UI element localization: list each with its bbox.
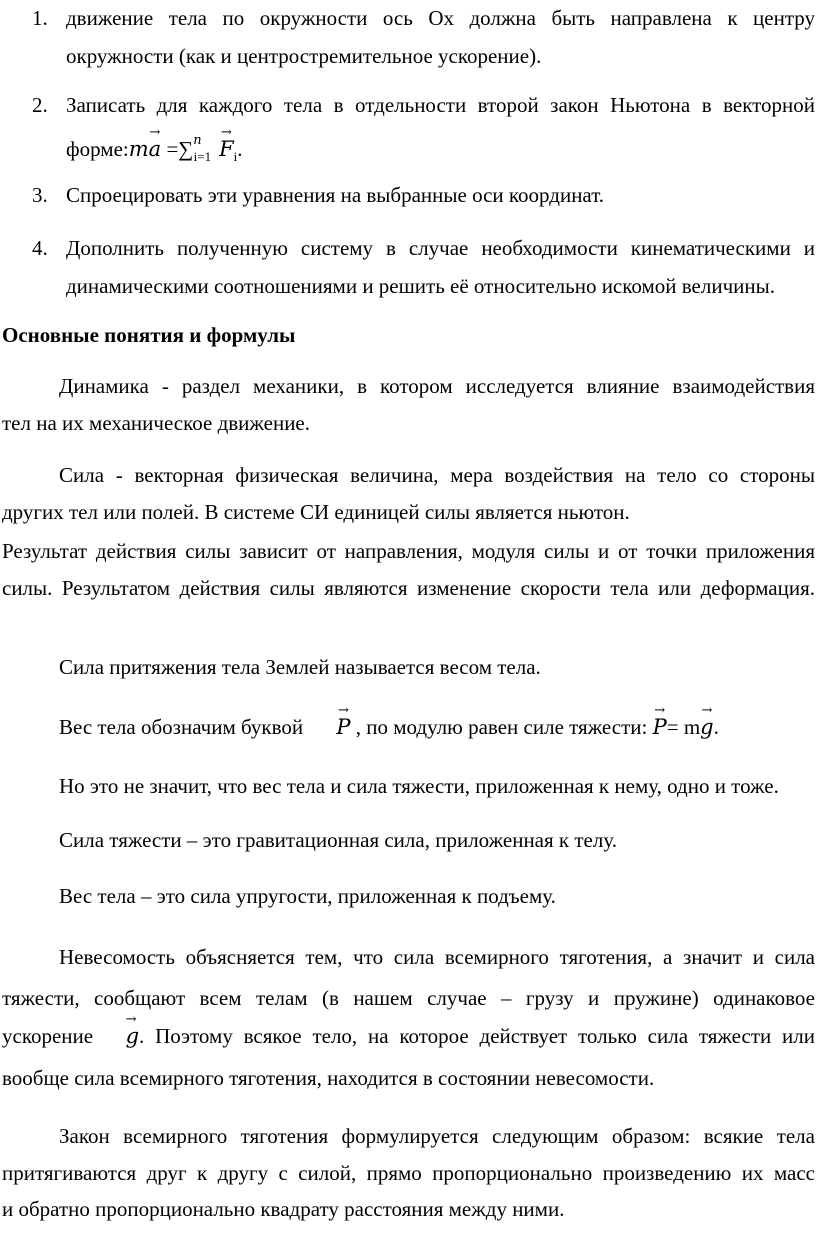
weight-vector: → P: [336, 703, 351, 739]
vector-arrow-icon: →: [654, 703, 666, 718]
list-item-2-line-2: [66, 125, 243, 170]
paragraph-force-line-1: Сила - векторная физическая величина, мера воздействия на тело со стороны: [59, 463, 815, 487]
vector-arrow-icon: →: [701, 703, 713, 718]
formula-prefix: форме:: [66, 137, 129, 161]
section-heading: Основные понятия и формулы: [2, 323, 296, 347]
paragraph-gravity-force: Сила тяжести – это гравитационная сила, приложенная к телу.: [59, 828, 617, 852]
acceleration-vector: → a: [148, 125, 162, 161]
list-item-1-line-2: окружности (как и центростремительное ускорение).: [66, 44, 542, 68]
gravity-vector: → g: [700, 703, 714, 739]
list-item-4-line-2: динамическими соотношениями и решить её относительно искомой величины.: [66, 274, 775, 298]
paragraph-gravitation-law-line-3: и обратно пропорционально квадрату расстояния между ними.: [2, 1197, 565, 1221]
vector-arrow-icon: →: [220, 125, 232, 140]
list-item-2-line-1: Записать для каждого тела в отдельности второй закон Ньютона в векторной: [66, 93, 815, 117]
paragraph-weight-definition: Сила притяжения тела Землей называется весом тела.: [59, 655, 541, 679]
list-number-4: 4.: [32, 236, 48, 260]
sum-symbol: ∑$^n_{i=1}$: [178, 133, 212, 165]
vector-arrow-icon: →: [125, 1012, 137, 1027]
paragraph-weightlessness-line-2: тяжести, сообщают всем телам (в нашем случае – грузу и пружине) одинаковое: [2, 986, 815, 1010]
list-item-3-line-1: Спроецировать эти уравнения на выбранные оси координат.: [66, 183, 605, 207]
vector-arrow-icon: →: [149, 125, 161, 140]
list-item-1-line-1: движение тела по окружности ось Ох должна быть направлена к центру: [66, 6, 815, 30]
force-vector: → F: [219, 125, 234, 161]
list-number-3: 3.: [32, 183, 48, 207]
paragraph-weightlessness-line-4: вообще сила всемирного тяготения, находится в состоянии невесомости.: [2, 1066, 655, 1090]
formula-mass: m: [128, 137, 149, 161]
vector-arrow-icon: →: [337, 703, 349, 718]
paragraph-weight-elastic: Вес тела – это сила упругости, приложенная к подъему.: [59, 884, 556, 908]
formula-end: .: [237, 137, 243, 161]
sum-upper: n: [193, 133, 202, 148]
gravity-acceleration-vector: → g: [125, 1012, 140, 1048]
paragraph-dynamics-line-1: Динамика - раздел механики, в котором исследуется влияние взаимодействия: [59, 374, 815, 398]
sum-lower: i=1: [193, 149, 212, 165]
paragraph-result-line-1: Результат действия силы зависит от направления, модуля силы и от точки приложения: [2, 539, 815, 563]
list-number-1: 1.: [32, 6, 48, 30]
paragraph-weightlessness-line-3: ускорение → g. Поэтому всякое тело, на которое действует только сила тяжести или: [2, 1012, 816, 1048]
paragraph-gravitation-law-line-2: притягиваются друг к другу с силой, прямо пропорционально произведению их масс: [2, 1161, 815, 1185]
paragraph-force-line-2: других тел или полей. В системе СИ единицей силы является ньютон.: [2, 500, 630, 524]
list-number-2: 2.: [32, 93, 48, 117]
formula-equals: =: [161, 137, 179, 161]
list-item-4-line-1: Дополнить полученную систему в случае необходимости кинематическими и: [66, 236, 815, 260]
force-subscript: i: [233, 149, 238, 165]
paragraph-weight-notation: Вес тела обозначим буквой → P , по модулю равен силе тяжести: → P= m → g.: [59, 703, 719, 739]
paragraph-weightlessness-line-1: Невесомость объясняется тем, что сила всемирного тяготения, а значит и сила: [59, 945, 815, 969]
paragraph-dynamics-line-2: тел на их механическое движение.: [2, 411, 311, 435]
paragraph-result-line-2: силы. Результатом действия силы являются изменение скорости тела или деформация.: [2, 576, 815, 600]
paragraph-gravitation-law-line-1: Закон всемирного тяготения формулируется следующим образом: всякие тела: [59, 1124, 815, 1148]
paragraph-weight-vs-gravity: Но это не значит, что вес тела и сила тяжести, приложенная к нему, одно и тоже.: [59, 774, 779, 798]
weight-vector-2: → P: [652, 703, 667, 739]
